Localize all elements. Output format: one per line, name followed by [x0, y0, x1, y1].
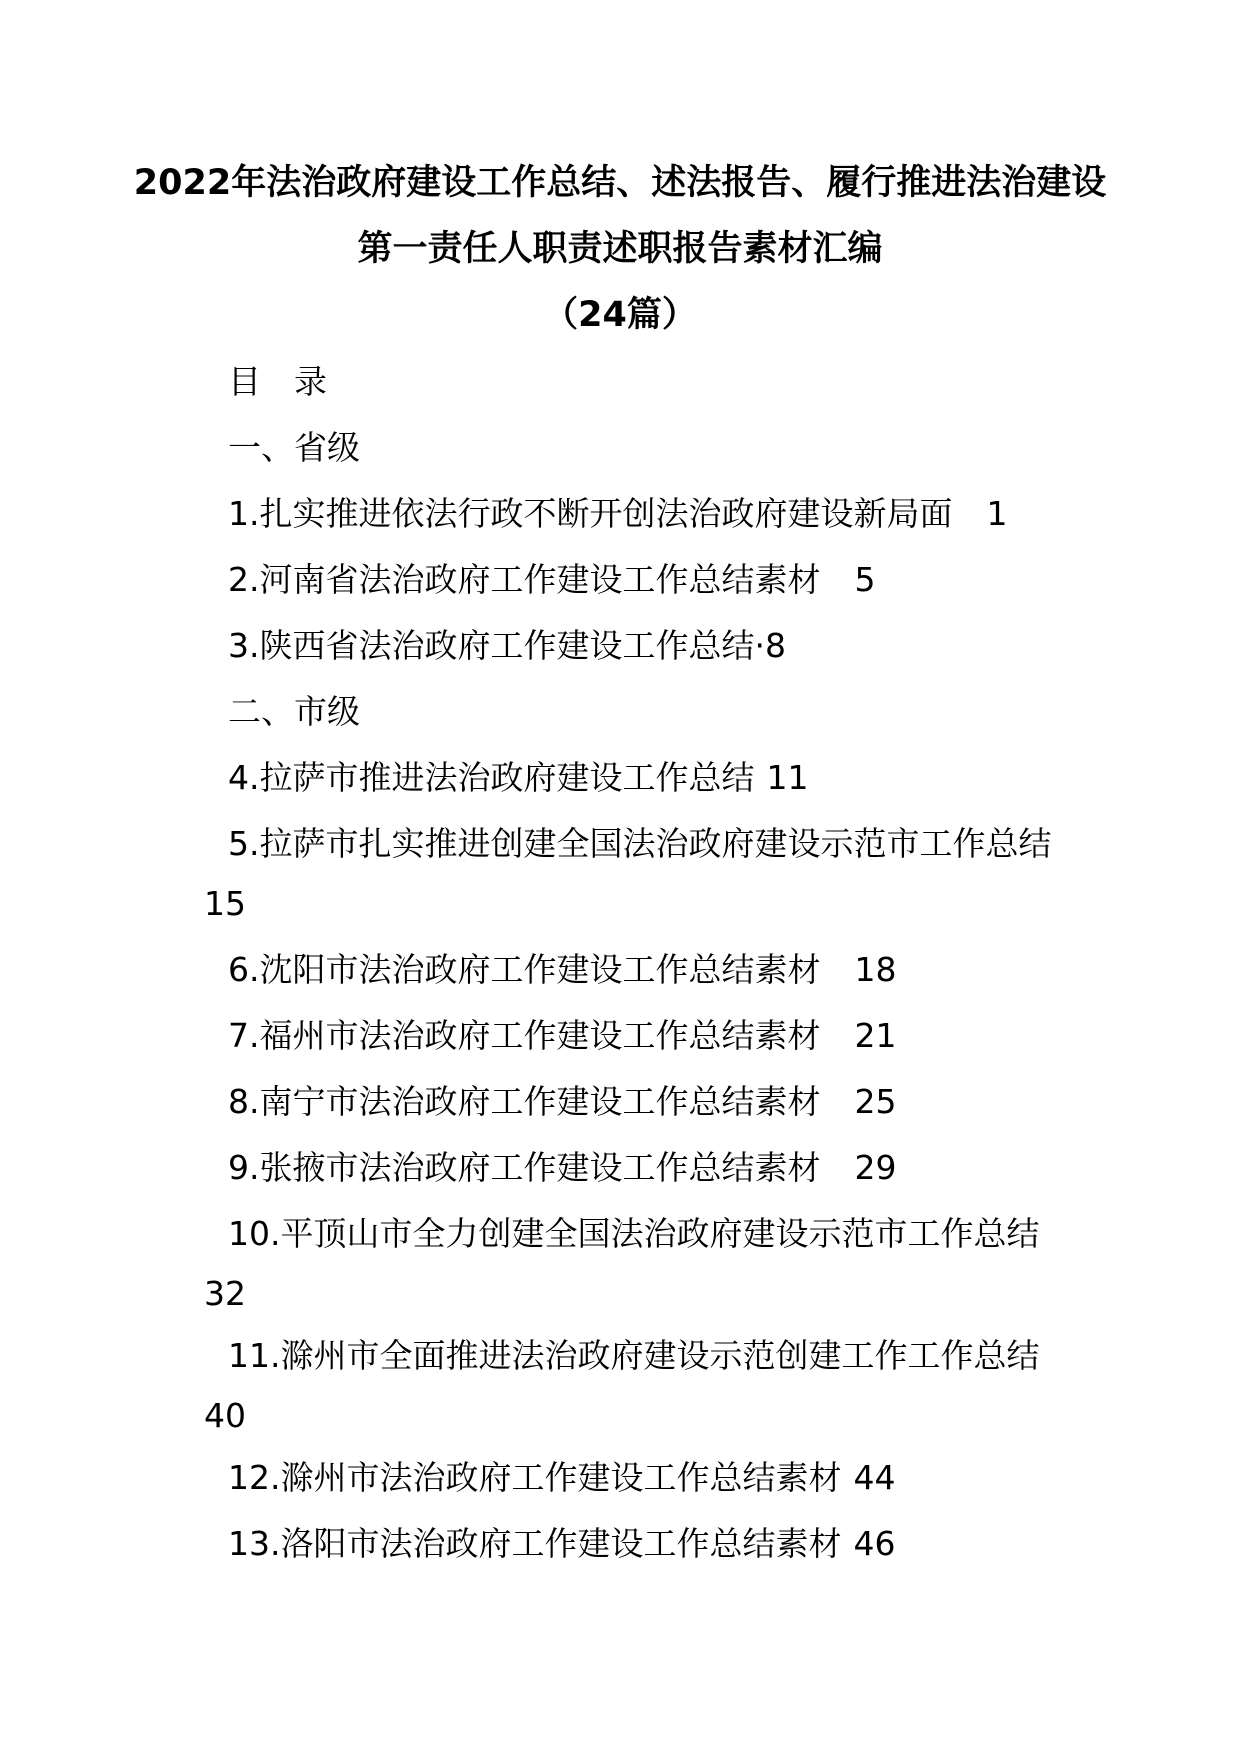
toc-entry-title: 4.拉萨市推进法治政府建设工作总结 — [228, 758, 755, 797]
toc-entry-page: 15 — [204, 884, 246, 923]
toc-entry-page: 29 — [854, 1148, 897, 1187]
toc-entry-title: 2.河南省法治政府工作建设工作总结素材 — [228, 560, 821, 599]
toc-entry[interactable] — [228, 1082, 897, 1122]
toc-entry-page: 18 — [854, 950, 897, 989]
toc-entry-title: 9.张掖市法治政府工作建设工作总结素材 — [228, 1148, 821, 1187]
toc-entry[interactable] — [228, 1148, 897, 1188]
toc-entry[interactable] — [228, 1016, 897, 1056]
toc-entry[interactable] — [228, 950, 897, 990]
toc-entry-title[interactable]: 5.拉萨市扎实推进创建全国法治政府建设示范市工作总结 — [228, 824, 1052, 863]
toc-entry[interactable] — [228, 1524, 895, 1564]
toc-entry[interactable] — [228, 626, 786, 666]
toc-entry[interactable] — [228, 560, 876, 600]
toc-entry-page: 40 — [204, 1396, 246, 1435]
section-heading-municipal: 二、市级 — [228, 692, 360, 731]
toc-entry-title[interactable]: 10.平顶山市全力创建全国法治政府建设示范市工作总结 — [228, 1214, 1040, 1253]
toc-entry[interactable] — [228, 1458, 895, 1498]
toc-entry-title: 12.滁州市法治政府工作建设工作总结素材 — [228, 1458, 842, 1497]
toc-entry-page: 21 — [854, 1016, 897, 1055]
toc-entry-title: 13.洛阳市法治政府工作建设工作总结素材 — [228, 1524, 842, 1563]
toc-entry[interactable] — [228, 758, 809, 798]
toc-entry-title: 1.扎实推进依法行政不断开创法治政府建设新局面 — [228, 494, 953, 533]
toc-entry-page: 44 — [853, 1458, 896, 1497]
toc-entry-page: 25 — [854, 1082, 897, 1121]
toc-heading: 目 录 — [228, 362, 327, 401]
toc-entry-page: 11 — [766, 758, 809, 797]
toc-entry[interactable] — [228, 494, 1008, 534]
toc-entry-page: 46 — [853, 1524, 896, 1563]
toc-entry-title: 8.南宁市法治政府工作建设工作总结素材 — [228, 1082, 821, 1121]
toc-entry-page: 1 — [986, 494, 1008, 533]
toc-entry-title: 3.陕西省法治政府工作建设工作总结·8 — [228, 626, 786, 665]
section-heading-provincial: 一、省级 — [228, 428, 360, 467]
toc-entry-page: 32 — [204, 1274, 246, 1313]
toc-entry-title: 6.沈阳市法治政府工作建设工作总结素材 — [228, 950, 821, 989]
toc-entry-title: 7.福州市法治政府工作建设工作总结素材 — [228, 1016, 821, 1055]
title-line-3: （24篇） — [543, 295, 697, 335]
toc-entry-page: 5 — [854, 560, 876, 599]
toc-entry-title[interactable]: 11.滁州市全面推进法治政府建设示范创建工作工作总结 — [228, 1336, 1040, 1375]
title-line-2: 第一责任人职责述职报告素材汇编 — [357, 229, 883, 269]
title-line-1: 2022年法治政府建设工作总结、述法报告、履行推进法治建设 — [133, 163, 1107, 203]
document-title — [0, 150, 1240, 348]
